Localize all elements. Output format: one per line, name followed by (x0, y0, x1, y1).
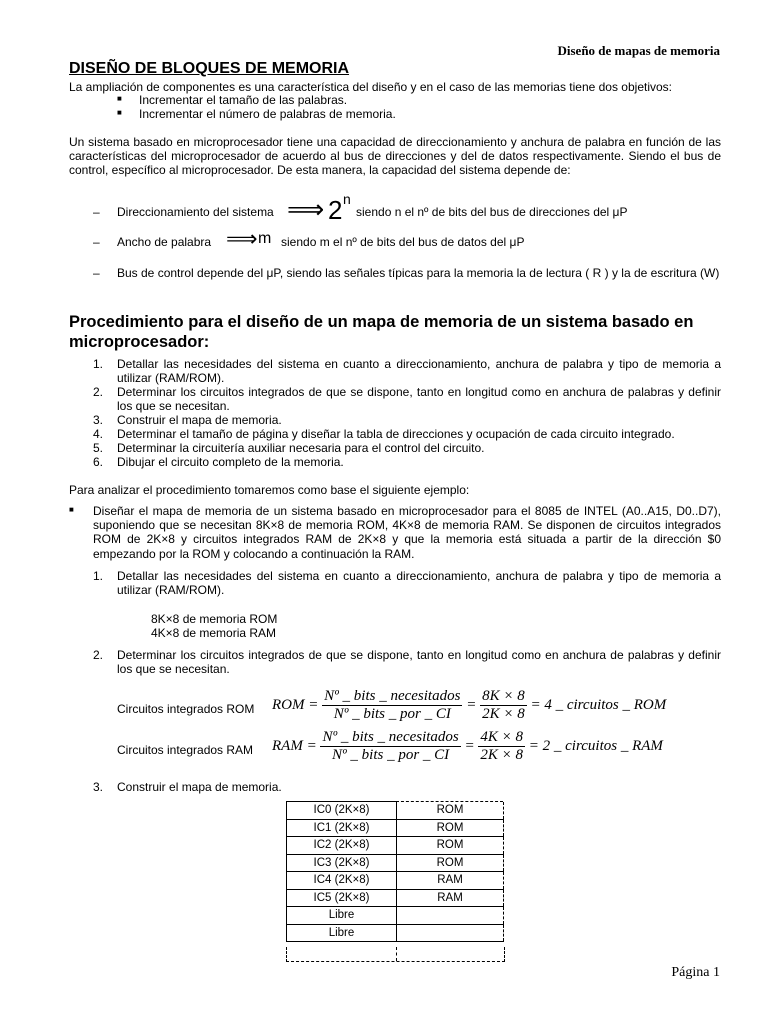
page-header: Diseño de mapas de memoria (557, 43, 720, 58)
memory-map-type: ROM (397, 854, 504, 872)
ram-equation (272, 729, 663, 764)
memory-map-type: RAM (397, 872, 504, 890)
rom-eq-result: = 4 _ circuitos _ ROM (530, 696, 667, 713)
step-number: 3. (93, 780, 104, 794)
step-number: 2. (93, 648, 104, 662)
memory-map-type: ROM (397, 802, 504, 820)
dep-addressing-label: Direccionamiento del sistema (117, 205, 274, 219)
step-item: Construir el mapa de memoria. (117, 413, 282, 427)
memory-map-table (286, 801, 504, 942)
dep-addressing-base: 2 (328, 195, 343, 225)
rom-eq-denominator: Nº _ bits _ por _ CI (333, 706, 451, 722)
page-title: DISEÑO DE BLOQUES DE MEMORIA (69, 60, 350, 77)
memory-map-type: ROM (397, 837, 504, 855)
intro-text: La ampliación de componentes es una característica del diseño y en el caso de las memorias tiene dos objetivos: (69, 80, 673, 94)
ram-eq-label: Circuitos integrados RAM (117, 743, 254, 757)
ram-eq-equals: = (464, 737, 475, 754)
paragraph-system: Un sistema basado en microprocesador tiene una capacidad de direccionamiento y anchura de palabra en función de las características del microprocesador de acuerdo al bus de direcciones y del de datos respectivamente. Siendo el bus de control, específico al microprocesador. De esta manera, la capacidad del sistema depende de: (69, 135, 721, 177)
rom-equation (272, 688, 666, 723)
ram-eq-lhs: RAM = (272, 737, 317, 754)
ram-eq-denominator2: 2K × 8 (480, 747, 524, 763)
bullet-square-icon: ■ (117, 108, 122, 117)
dash-marker: – (93, 205, 100, 219)
memory-map-divider (396, 947, 397, 961)
memory-map-row (287, 872, 504, 890)
memory-map-continuation (286, 947, 505, 962)
step-number: 1. (93, 357, 104, 371)
memory-map-row (287, 819, 504, 837)
memory-map-row (287, 889, 504, 907)
objective-item: Incrementar el número de palabras de memoria. (139, 107, 396, 121)
rom-eq-label: Circuitos integrados ROM (117, 702, 255, 716)
example-step: Detallar las necesidades del sistema en cuanto a direccionamiento, anchura de palabra y tipo de memoria a utilizar (RAM/ROM). (117, 569, 721, 597)
memory-map-row (287, 924, 504, 942)
memory-map-ci: IC3 (2K×8) (287, 854, 397, 872)
example-step: Construir el mapa de memoria. (117, 780, 282, 794)
ram-eq-result: = 2 _ circuitos _ RAM (528, 737, 663, 754)
requirement-ram: 4K×8 de memoria RAM (151, 626, 277, 640)
memory-map-row (287, 907, 504, 925)
memory-map-row (287, 837, 504, 855)
dash-marker: – (93, 266, 100, 280)
step-number: 6. (93, 455, 104, 469)
step-number: 4. (93, 427, 104, 441)
rom-eq-numerator2: 8K × 8 (482, 688, 525, 704)
objective-item: Incrementar el tamaño de las palabras. (139, 93, 348, 107)
step-number: 3. (93, 413, 104, 427)
ram-eq-numerator2: 4K × 8 (480, 729, 524, 745)
step-item: Determinar los circuitos integrados de que se dispone, tanto en longitud como en anchura de palabras y definir los que se necesitan. (117, 385, 721, 413)
rom-eq-denominator2: 2K × 8 (482, 706, 525, 722)
memory-map-ci: IC4 (2K×8) (287, 872, 397, 890)
implies-arrow-icon: ⟹ (226, 226, 258, 251)
bullet-square-icon: ■ (117, 94, 122, 103)
rom-eq-numerator: Nº _ bits _ necesitados (324, 688, 461, 704)
memory-map-type (397, 924, 504, 942)
ram-eq-numerator: Nº _ bits _ necesitados (322, 729, 459, 745)
step-item: Determinar la circuitería auxiliar necesaria para el control del circuito. (117, 441, 485, 455)
memory-map-ci: IC1 (2K×8) (287, 819, 397, 837)
page-number: Página 1 (671, 965, 720, 980)
example-intro: Para analizar el procedimiento tomaremos como base el siguiente ejemplo: (69, 483, 470, 497)
dep-control-text: Bus de control depende del μP, siendo las señales típicas para la memoria la de lectura ( R ) y la de escritura (W) (117, 266, 720, 280)
requirement-rom: 8K×8 de memoria ROM (151, 612, 278, 626)
step-item: Determinar el tamaño de página y diseñar la tabla de direcciones y ocupación de cada circuito integrado. (117, 427, 675, 441)
dep-width-symbol: m (258, 230, 272, 247)
memory-map-ci: IC0 (2K×8) (287, 802, 397, 820)
memory-map-ci: Libre (287, 924, 397, 942)
memory-map-type: RAM (397, 889, 504, 907)
dash-marker: – (93, 235, 100, 249)
procedure-heading: Procedimiento para el diseño de un mapa de memoria de un sistema basado en microprocesador: (69, 313, 694, 351)
step-number: 5. (93, 441, 104, 455)
example-step: Determinar los circuitos integrados de que se dispone, tanto en longitud como en anchura de palabras y definir los que se necesitan. (117, 648, 721, 676)
step-number: 1. (93, 569, 104, 583)
rom-eq-lhs: ROM = (272, 696, 319, 713)
step-number: 2. (93, 385, 104, 399)
ram-eq-denominator: Nº _ bits _ por _ CI (332, 747, 450, 763)
step-item: Dibujar el circuito completo de la memoria. (117, 455, 344, 469)
memory-map-ci: IC2 (2K×8) (287, 837, 397, 855)
memory-map-type: ROM (397, 819, 504, 837)
step-item: Detallar las necesidades del sistema en cuanto a direccionamiento, anchura de palabra y tipo de memoria a utilizar (RAM/ROM). (117, 357, 721, 385)
rom-eq-equals: = (466, 696, 477, 713)
dep-addressing-exp: n (343, 191, 351, 207)
memory-map-ci: Libre (287, 907, 397, 925)
memory-map-top-dash (396, 801, 503, 802)
example-text: Diseñar el mapa de memoria de un sistema basado en microprocesador para el 8085 de INTEL (A0..A15, D0..D7), suponiendo que se necesitan 8K×8 de memoria ROM, 4K×8 de memoria RAM. Se disponen de circuitos integrados ROM de 2K×8 y circuitos integrados RAM de 2K×8 y que la memoria está situada a partir de la dirección $0 empezando por la ROM y colocando a continuación la RAM. (93, 504, 721, 561)
memory-map-type (397, 907, 504, 925)
bullet-square-icon: ■ (69, 505, 74, 514)
dep-width-desc: siendo m el nº de bits del bus de datos del μP (281, 235, 525, 249)
implies-arrow-icon: ⟹ (287, 194, 325, 224)
memory-map-row (287, 854, 504, 872)
memory-map-ci: IC5 (2K×8) (287, 889, 397, 907)
dep-addressing-desc: siendo n el nº de bits del bus de direcciones del μP (356, 205, 628, 219)
memory-map-row (287, 802, 504, 820)
dep-width-label: Ancho de palabra (117, 235, 212, 249)
